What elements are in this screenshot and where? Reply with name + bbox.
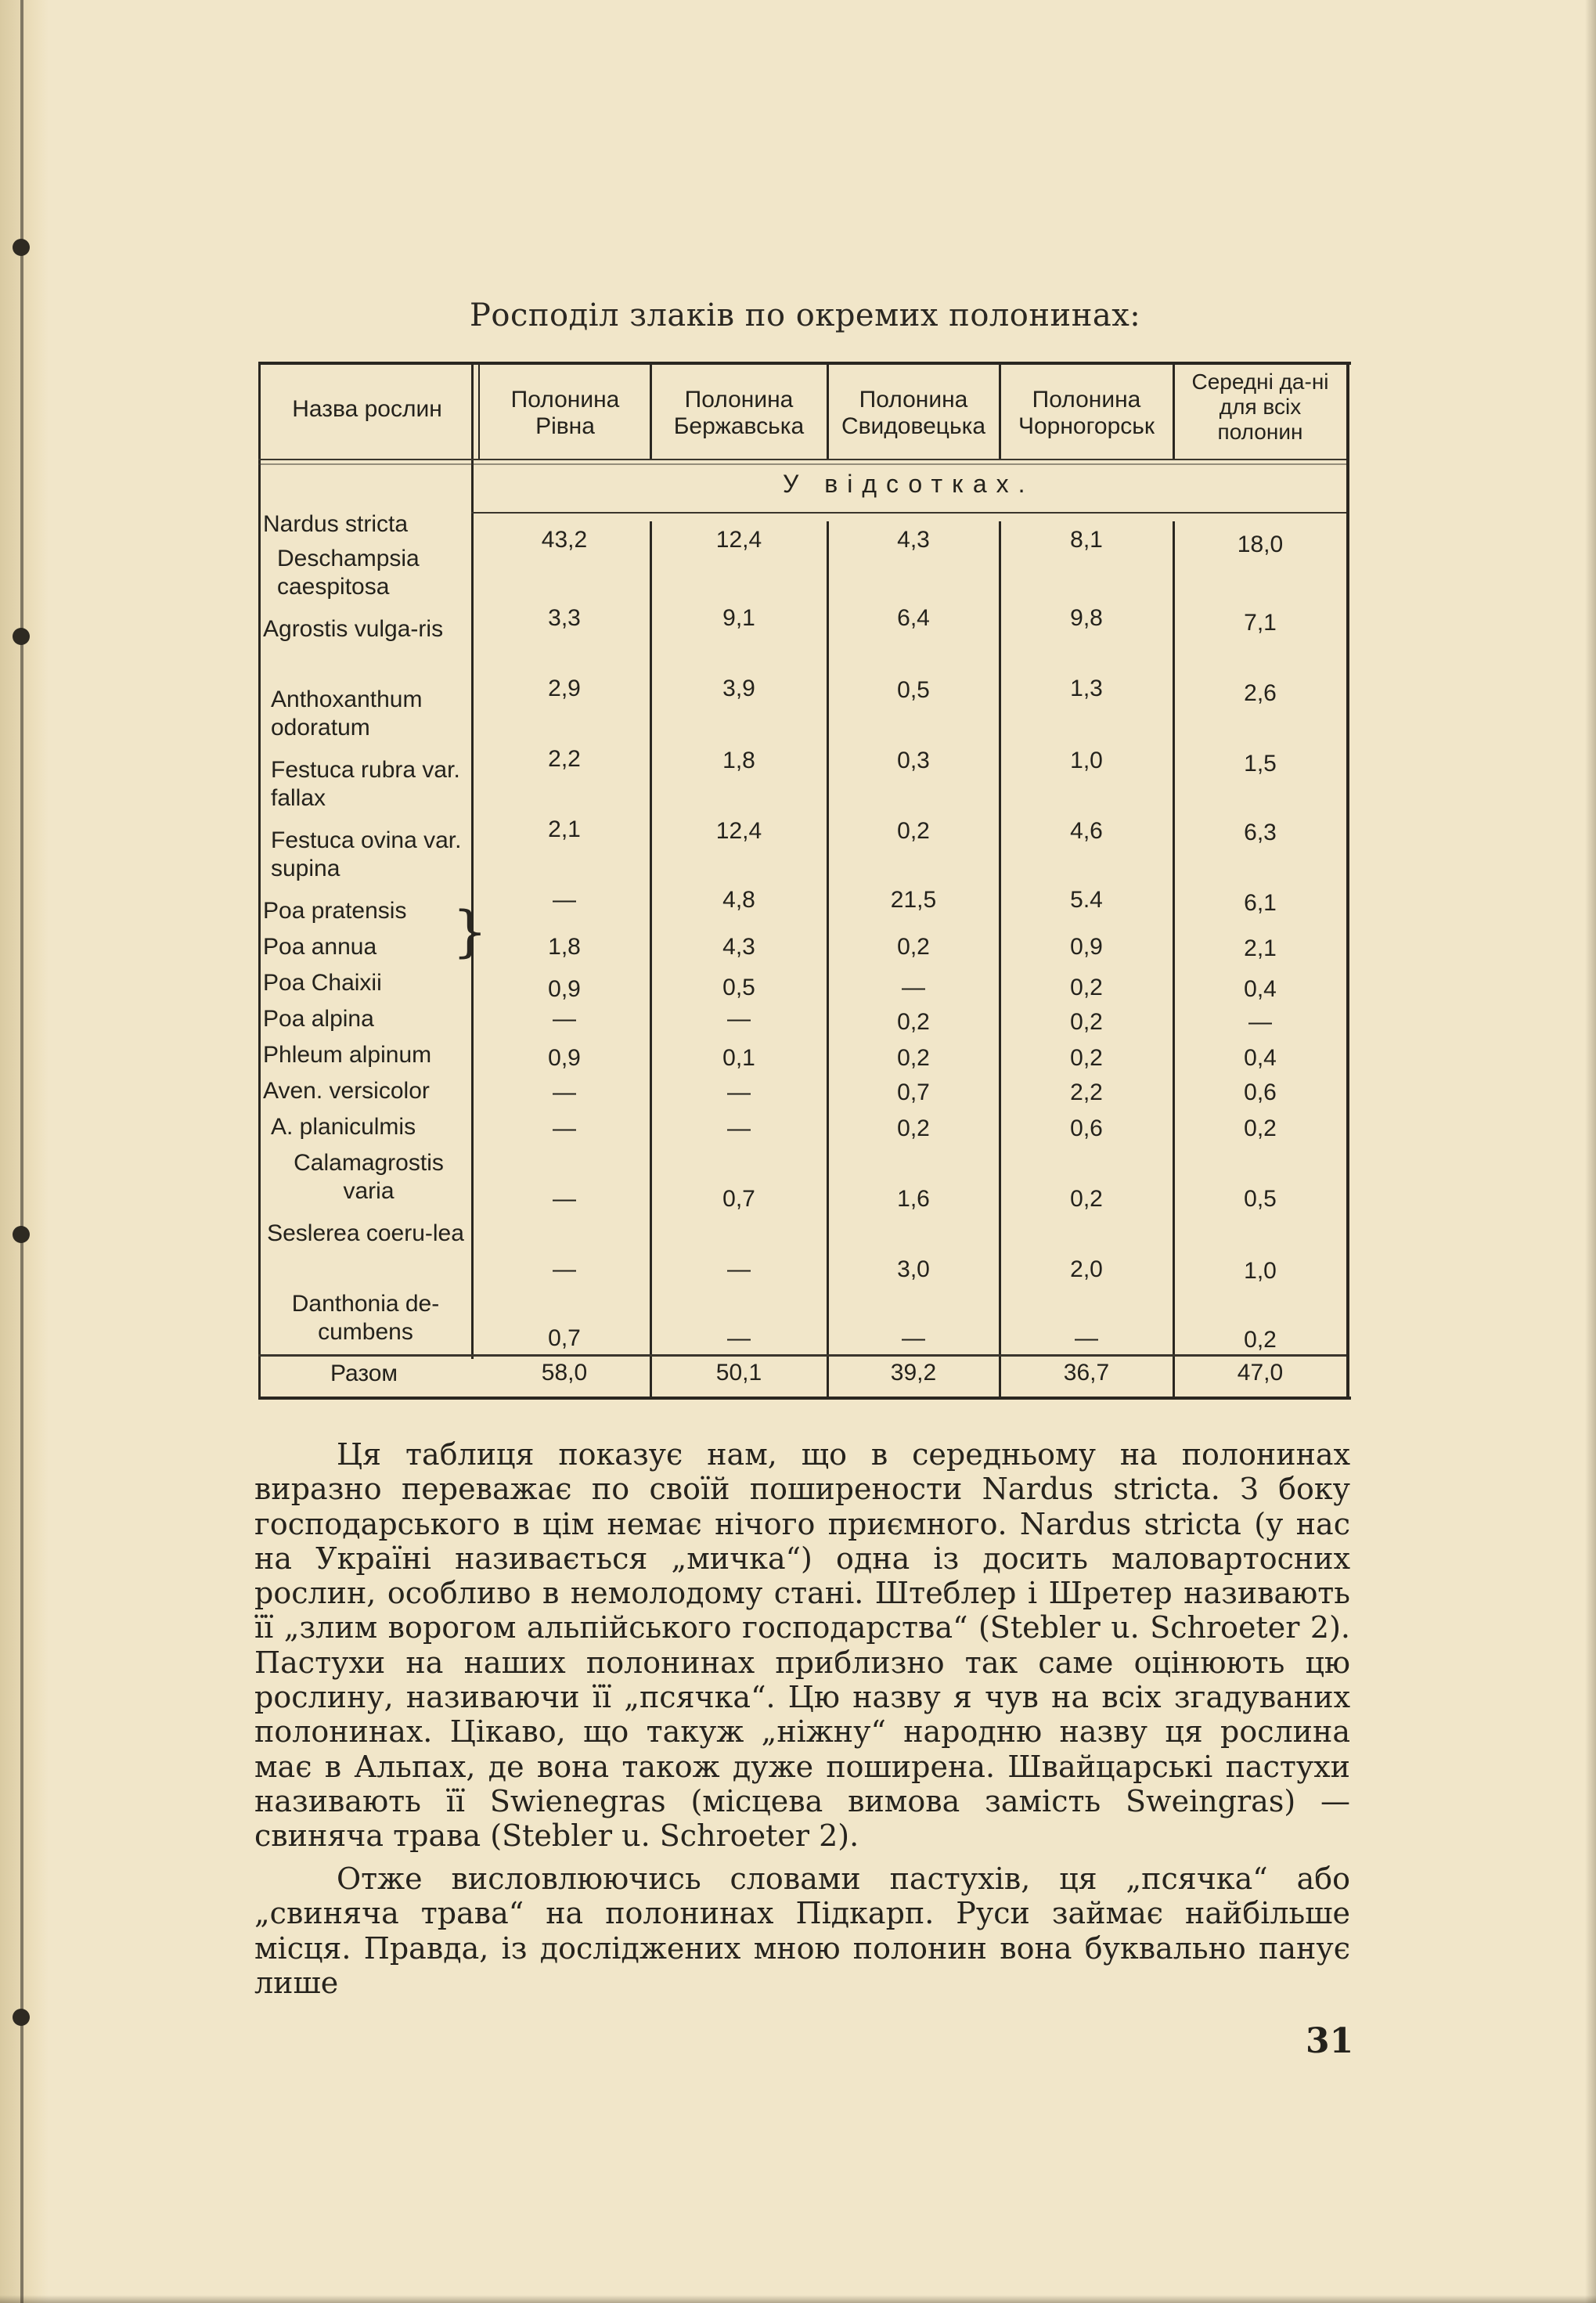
value-cell: 0,6 (1070, 1115, 1103, 1141)
value-cell: 2,1 (1244, 935, 1277, 961)
page-edge-shadow (1585, 0, 1596, 2303)
value-cell: 0,5 (1244, 1186, 1277, 1212)
value-cell: — (553, 1006, 576, 1032)
value-cell: — (727, 1006, 751, 1032)
value-cell: 1,8 (548, 934, 581, 960)
value-cell: 0,9 (548, 1045, 581, 1071)
table-caption: Росподіл злаків по окремих полонинах: (470, 297, 1141, 333)
value-cell: 0,7 (722, 1186, 755, 1212)
value-cell: — (727, 1115, 751, 1141)
grass-distribution-table (258, 362, 1351, 1400)
page-number: 31 (1306, 2021, 1354, 2061)
plant-name: Calamagrostis varia (294, 1150, 444, 1204)
value-cell: 4,3 (722, 934, 755, 960)
value-cell: 0,3 (897, 748, 930, 773)
value-cell: 1,0 (1244, 1258, 1277, 1284)
value-cell: 5.4 (1070, 887, 1103, 913)
plant-name: Agrostis vulga-ris (263, 616, 444, 642)
plant-name: Seslerea coeru-lea (267, 1220, 464, 1246)
value-cell: 12,4 (715, 818, 762, 844)
binding-stitch-mark (13, 628, 30, 645)
value-cell: 3,3 (548, 605, 581, 631)
body-paragraph: Отже висловлюючись словами пастухів, ця „псячка“ або „свиняча трава“ на полонинах Підкарп. Руси займає найбільше місця. Правда, із досліджених мною полонин вона буквально панує лише (254, 1862, 1350, 2000)
value-cell: 0,2 (897, 818, 930, 844)
value-cell: 4,6 (1070, 818, 1103, 844)
value-cell: 0,2 (897, 934, 930, 960)
table-right-border (1346, 365, 1349, 1397)
value-cell: — (727, 1325, 751, 1351)
plant-name: Danthonia de-cumbens (291, 1291, 440, 1345)
value-cell: 4,3 (897, 527, 930, 553)
value-cell: 1,8 (722, 748, 755, 773)
value-cell: — (902, 975, 925, 1000)
header-average: Середні да-ні для всіх полонин (1191, 369, 1329, 444)
plant-name: Anthoxanthum odoratum (271, 687, 423, 741)
value-cell: 0,2 (1070, 1009, 1103, 1035)
value-cell: 2,2 (548, 746, 581, 772)
value-cell: 0,2 (1070, 1186, 1103, 1212)
value-cell: 0,2 (1070, 975, 1103, 1000)
value-cell: 9,8 (1070, 605, 1103, 631)
value-cell: 0,2 (897, 1009, 930, 1035)
value-cell: 0,6 (1244, 1079, 1277, 1105)
value-cell: 9,1 (722, 605, 755, 631)
value-cell: 6,4 (897, 605, 930, 631)
value-cell: 2,2 (1070, 1079, 1103, 1105)
total-value: 39,2 (890, 1360, 937, 1386)
value-cell: — (553, 1079, 576, 1105)
plant-name: Poa Chaixii (263, 970, 382, 996)
value-cell: 2,0 (1070, 1256, 1103, 1282)
binding-stitch-mark (13, 2009, 30, 2026)
header-plant-name: Назва рослин (292, 396, 442, 422)
plant-name: Phleum alpinum (263, 1042, 432, 1068)
value-cell: — (1075, 1325, 1098, 1351)
value-cell: 1,6 (897, 1186, 930, 1212)
plant-name: Aven. versicolor (263, 1078, 430, 1104)
value-cell: 0,2 (897, 1115, 930, 1141)
value-cell: — (553, 1256, 576, 1282)
header-rule (258, 459, 1346, 460)
value-cell: 0,4 (1244, 1045, 1277, 1071)
table-column-divider (478, 365, 480, 459)
book-binding (0, 0, 49, 2303)
value-cell: 2,9 (548, 676, 581, 701)
value-cell: 0,5 (722, 975, 755, 1000)
value-cell: 0,5 (897, 677, 930, 703)
value-cell: 6,1 (1244, 890, 1277, 916)
value-cell: 7,1 (1244, 610, 1277, 636)
value-cell: 0,1 (722, 1045, 755, 1071)
value-cell: 0,2 (1244, 1327, 1277, 1353)
value-cell: 0,7 (897, 1079, 930, 1105)
plant-name: Nardus stricta (263, 511, 409, 537)
total-value: 58,0 (541, 1360, 588, 1386)
total-value: 47,0 (1237, 1360, 1284, 1386)
value-cell: 6,3 (1244, 820, 1277, 845)
value-cell: — (553, 1186, 576, 1212)
value-cell: 21,5 (890, 887, 937, 913)
plant-name: Poa pratensis (263, 898, 407, 924)
plant-name: Poa alpina (263, 1006, 374, 1032)
value-cell: — (727, 1256, 751, 1282)
table-left-border (258, 365, 261, 1397)
header-rule (258, 463, 1346, 465)
value-cell: 12,4 (715, 527, 762, 553)
plant-name: Poa annua (263, 934, 377, 960)
header-chornohorska: Полонина Чорногорськ (1018, 387, 1155, 439)
units-rule (471, 512, 1346, 514)
value-cell: 0,9 (548, 976, 581, 1002)
binding-stitch-mark (13, 1226, 30, 1243)
page-bottom-shadow (0, 2295, 1596, 2303)
value-cell: 2,1 (548, 816, 581, 842)
value-cell: 0,2 (1244, 1115, 1277, 1141)
value-cell: 0,9 (1070, 934, 1103, 960)
value-cell: — (553, 1115, 576, 1141)
value-cell: 1,0 (1070, 748, 1103, 773)
value-cell: — (1248, 1009, 1272, 1035)
value-cell: 0,2 (897, 1045, 930, 1071)
total-value: 50,1 (715, 1360, 762, 1386)
body-paragraph: Ця таблиця показує нам, що в середньому на полонинах виразно переважає по своїй поширености Nardus stricta. З боку господарського в цім немає нічого приємного. Nardus stricta (у нас на Україні називається „мичка“) одна із досить маловартосних рослин, особливо в немолодому стані. Штеблер і Шретер називають її „злим ворогом альпійського господарства“ (Stebler u. Schroeter 2). Пастухи на наших полонинах приблизно так саме оцінюють цю рослину, називаючи її „псячка“. Цю назву я чув на всіх згадуваних полонинах. Цікаво, що такуж „ніжну“ народню назву ця рослина має в Альпах, де вона також дуже поширена. Швайцарські пастухи називають її Swienegras (місцева вимова замість Sweingras) — свиняча трава (Stebler u. Schroeter 2). (254, 1437, 1350, 1854)
value-cell: 8,1 (1070, 527, 1103, 553)
value-cell: 3,0 (897, 1256, 930, 1282)
plant-name: A. planiculmis (271, 1114, 416, 1140)
binding-stitch-mark (13, 239, 30, 256)
plant-name: Festuca rubra var. fallax (271, 757, 460, 811)
header-svydovetska: Полонина Свидовецька (841, 387, 986, 439)
table-column-divider (471, 365, 474, 1359)
value-cell: 0,7 (548, 1325, 581, 1351)
value-cell: 0,2 (1070, 1045, 1103, 1071)
value-cell: — (902, 1325, 925, 1351)
total-label: Разом (330, 1361, 398, 1386)
value-cell: 0,4 (1244, 976, 1277, 1002)
value-cell: 4,8 (722, 887, 755, 913)
value-cell: — (727, 1079, 751, 1105)
header-berzhavska: Полонина Бержавська (673, 387, 805, 439)
plant-name: Festuca ovina var. supina (271, 827, 462, 881)
value-cell: 1,3 (1070, 676, 1103, 701)
poa-brace: } (452, 899, 488, 964)
value-cell: 2,6 (1244, 680, 1277, 706)
value-cell: — (553, 887, 576, 913)
plant-name: Deschampsia caespitosa (277, 546, 420, 600)
binding-edge-line (20, 0, 23, 2303)
units-label: У відсотках. (783, 470, 1035, 498)
header-rivna: Полонина Рівна (510, 387, 620, 439)
total-value: 36,7 (1063, 1360, 1110, 1386)
value-cell: 43,2 (541, 527, 588, 553)
value-cell: 1,5 (1244, 751, 1277, 777)
total-rule (258, 1354, 1346, 1357)
value-cell: 18,0 (1237, 532, 1284, 557)
value-cell: 3,9 (722, 676, 755, 701)
